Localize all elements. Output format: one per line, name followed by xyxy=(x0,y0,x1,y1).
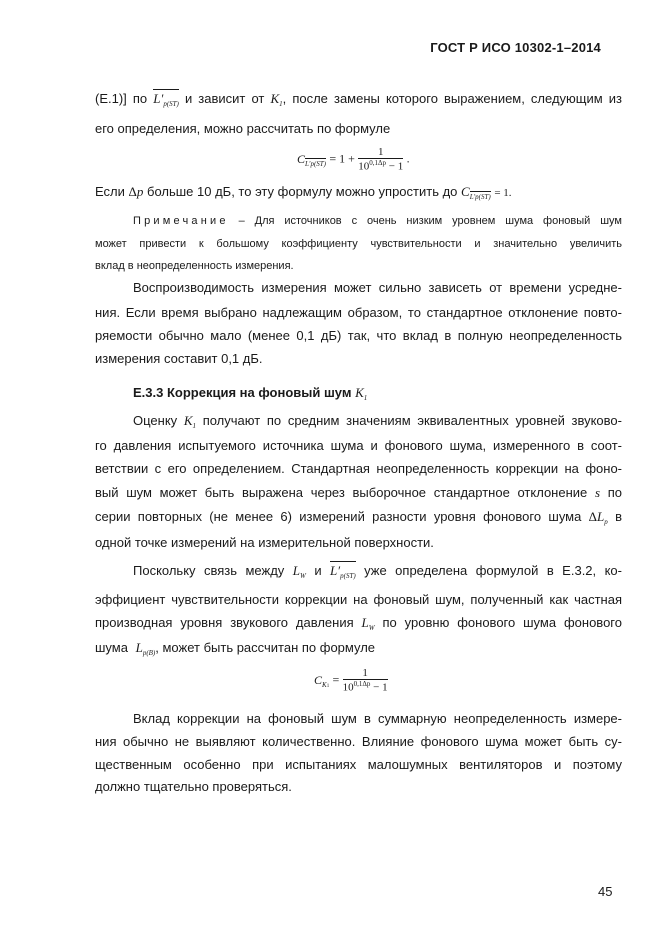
text-line: одной точке измерений на измерительной поверхности. xyxy=(95,535,434,550)
text-line: (Е.1)] по $L'_{p(ST)}$ и зависит от $K_1$, после замены которого выражением, следующим из xyxy=(95,91,622,108)
text-line: шума $L_{p(B)}$, может быть рассчитан по формуле xyxy=(95,640,376,657)
symbol-K1: $K_1$ xyxy=(270,91,283,108)
note-line: вклад в неопределенность измерения. xyxy=(95,260,294,272)
symbol-c-lprime: $C_{L'p(ST)}$ xyxy=(461,184,491,201)
text-line: его определения, можно рассчитать по формуле xyxy=(95,121,391,136)
text-line: Вклад коррекции на фоновый шум в суммарную неопределенность измере- xyxy=(133,711,622,726)
text-line: ния обычно не выявляют количественно. Влияние фонового шума может быть су- xyxy=(95,734,622,749)
text-line: вый шум может быть выражена через выборочное стандартное отклонение s по xyxy=(95,485,622,500)
text-line: ния. Если время выбрано надлежащим образом, то стандартное отклонение повто- xyxy=(95,305,622,320)
note-label: Примечание xyxy=(133,215,229,227)
note-line: может привести к большому коэффициенту чувствительности и значительно увеличить xyxy=(95,238,622,250)
symbol-L-prime-pST: $L'_{p(ST)}$ xyxy=(153,91,179,108)
text-line: Поскольку связь между $L_W$ и $L'_{p(ST)}$ уже определена формулой в Е.3.2, ко- xyxy=(133,563,622,580)
text-line: измерения составит 0,1 дБ. xyxy=(95,351,263,366)
symbol-delta-p: Δp xyxy=(128,184,144,199)
note-line: Примечание – Для источников с очень низким уровнем шума фоновый шум xyxy=(133,215,622,227)
text-line: ряемости обычно мало (менее 0,1 дБ) так, что вклад в полную неопределенность xyxy=(95,328,622,343)
text-line: ветствии с его определением. Стандартная неопределенность коррекции на фоно- xyxy=(95,461,622,476)
text-line: го давления испытуемого источника шума и фонового шума, измеренного в соот- xyxy=(95,438,622,453)
text-line: Оценку $K_1$ получают по средним значениям эквивалентных уровней звуково- xyxy=(133,413,622,430)
formula-c-lprime: $C_{L'p(ST)} = 1$ + $\frac{1}{10^{0,1\Delta p} - 1}$ . xyxy=(297,146,410,173)
page-number: 45 xyxy=(598,884,613,899)
text-line: эффициент чувствительности коррекции на фоновый шум, полученный как частная xyxy=(95,592,622,607)
text-line: должно тщательно проверяться. xyxy=(95,779,292,794)
text-line: серии повторных (не менее 6) измерений разности уровня фонового шума $\Delta L_p$ в xyxy=(95,509,622,526)
page-header: ГОСТ Р ИСО 10302-1–2014 xyxy=(430,40,601,55)
text-line: щественным особенно при испытаниях малошумных вентиляторов и поэтому xyxy=(95,757,622,772)
text-line: Если Δp больше 10 дБ, то эту формулу можно упростить до $C_{L'p(ST)} = 1$. xyxy=(95,184,512,201)
formula-c-k1: $C_{K1}$ = $\frac{1}{10^{0,1\Delta p} - 1}$ xyxy=(314,667,388,694)
text-line: Воспроизводимость измерения может сильно зависеть от времени усредне- xyxy=(133,280,622,295)
text-line: производная уровня звукового давления $L_W$ по уровню фонового шума фонового xyxy=(95,615,622,632)
section-heading: Е.3.3 Коррекция на фоновый шум $K_1$ xyxy=(133,385,368,402)
